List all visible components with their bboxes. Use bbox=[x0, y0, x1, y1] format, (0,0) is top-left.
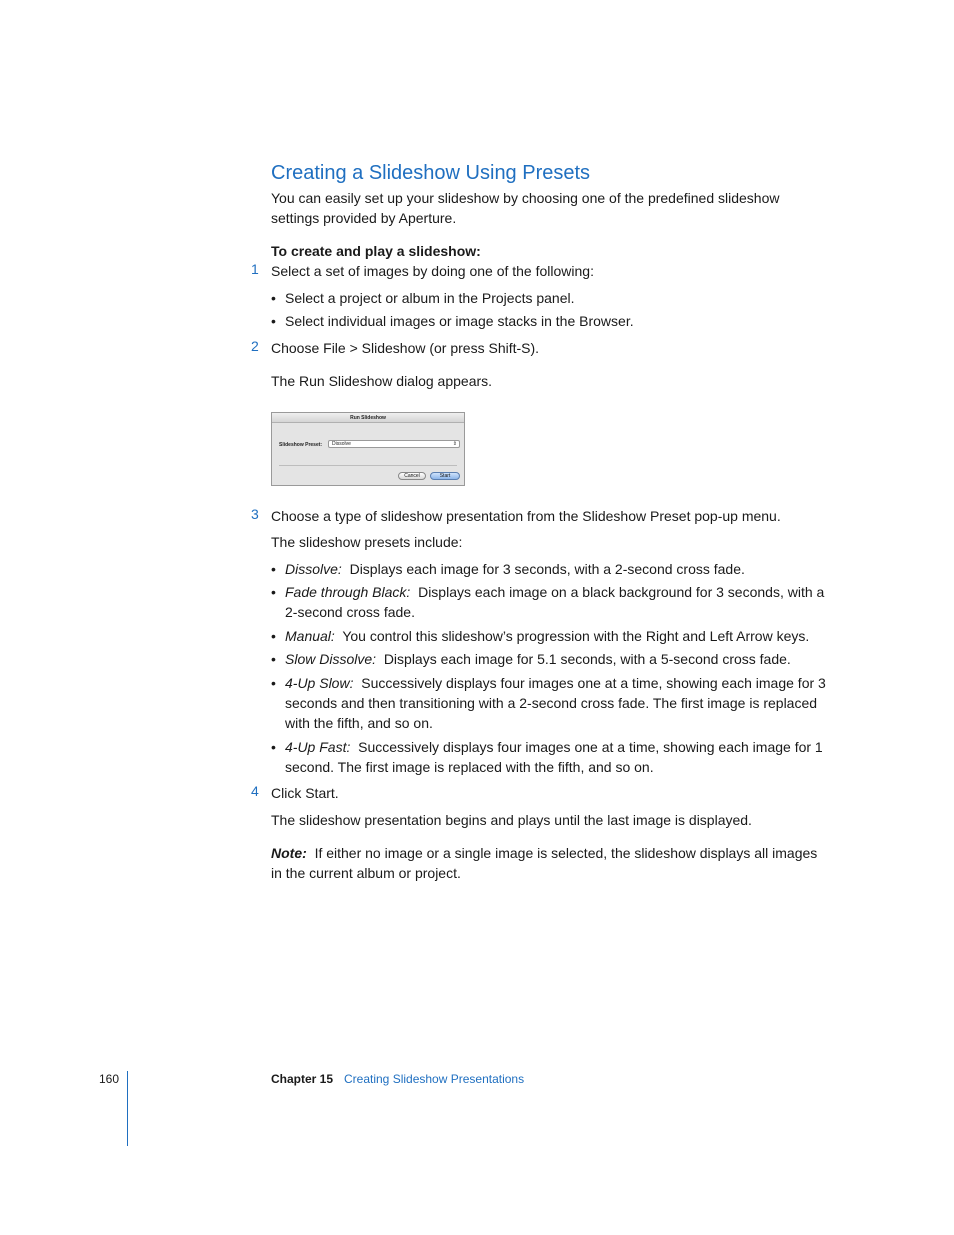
step-number: 4 bbox=[251, 783, 259, 799]
note-text: If either no image or a single image is selected, the slideshow displays all images in the current album or project. bbox=[271, 845, 818, 881]
chapter-title: Creating Slideshow Presentations bbox=[344, 1072, 525, 1086]
chapter-label: Chapter 15 bbox=[271, 1072, 334, 1086]
step-number: 3 bbox=[251, 506, 259, 522]
start-button[interactable]: Start bbox=[430, 472, 460, 480]
step-text: Choose File > Slideshow (or press Shift-S). bbox=[271, 340, 540, 356]
dialog-divider bbox=[279, 465, 457, 466]
page-title: Creating a Slideshow Using Presets bbox=[271, 162, 591, 184]
footer-rule bbox=[127, 1071, 128, 1146]
preset-name: Dissolve: bbox=[285, 561, 342, 577]
cancel-button[interactable]: Cancel bbox=[398, 472, 426, 480]
step-number: 1 bbox=[251, 261, 259, 277]
list-item: • Select a project or album in the Projects panel. bbox=[271, 288, 827, 308]
preset-name: Fade through Black: bbox=[285, 584, 411, 600]
note bbox=[271, 843, 827, 883]
task-heading: To create and play a slideshow: bbox=[271, 243, 481, 259]
list-item bbox=[271, 673, 827, 733]
preset-name: Manual: bbox=[285, 628, 335, 644]
preset-description: You control this slideshow’s progression with the Right and Left Arrow keys. bbox=[342, 628, 810, 644]
step-result: The Run Slideshow dialog appears. bbox=[271, 373, 493, 389]
step-text: Select a set of images by doing one of the following: bbox=[271, 263, 594, 279]
step-result: The slideshow presentation begins and plays until the last image is displayed. bbox=[271, 812, 752, 828]
updown-arrows-icon: ⇕ bbox=[452, 441, 457, 447]
preset-name: 4-Up Fast: bbox=[285, 739, 351, 755]
preset-description: Successively displays four images one at a time, showing each image for 3 seconds and then transitioning with a 2-second cross fade. The first image is replaced with the fifth, and so on. bbox=[285, 675, 826, 731]
slideshow-preset-label: Slideshow Preset: bbox=[279, 442, 323, 448]
preset-name: Slow Dissolve: bbox=[285, 651, 377, 667]
preset-description: Displays each image on a black background for 3 seconds, with a 2-second cross fade. bbox=[285, 584, 825, 620]
step-number: 2 bbox=[251, 338, 259, 354]
step-text: Click Start. bbox=[271, 785, 339, 801]
slideshow-preset-value: Dissolve bbox=[332, 441, 351, 447]
preset-description: Successively displays four images one at a time, showing each image for 1 second. The first image is replaced with the fifth, and so on. bbox=[285, 739, 823, 775]
list-item bbox=[271, 559, 827, 579]
list-item bbox=[271, 582, 827, 622]
step-text: Choose a type of slideshow presentation from the Slideshow Preset pop-up menu. bbox=[271, 508, 781, 524]
run-slideshow-dialog bbox=[271, 412, 465, 486]
preset-description: Displays each image for 5.1 seconds, with a 5-second cross fade. bbox=[383, 651, 791, 667]
list-item bbox=[271, 737, 827, 777]
intro-paragraph: You can easily set up your slideshow by choosing one of the predefined slideshow settings provided by Aperture. bbox=[271, 190, 780, 226]
dialog-title: Run Slideshow bbox=[350, 415, 386, 421]
note-label: Note: bbox=[271, 845, 307, 861]
list-item: • Select individual images or image stacks in the Browser. bbox=[271, 311, 827, 331]
list-item bbox=[271, 626, 827, 646]
step-result: The slideshow presets include: bbox=[271, 534, 463, 550]
preset-name: 4-Up Slow: bbox=[285, 675, 354, 691]
slideshow-preset-select[interactable] bbox=[328, 440, 460, 448]
page-number: 160 bbox=[99, 1072, 120, 1086]
preset-description: Displays each image for 3 seconds, with a 2-second cross fade. bbox=[349, 561, 745, 577]
list-item bbox=[271, 649, 827, 669]
